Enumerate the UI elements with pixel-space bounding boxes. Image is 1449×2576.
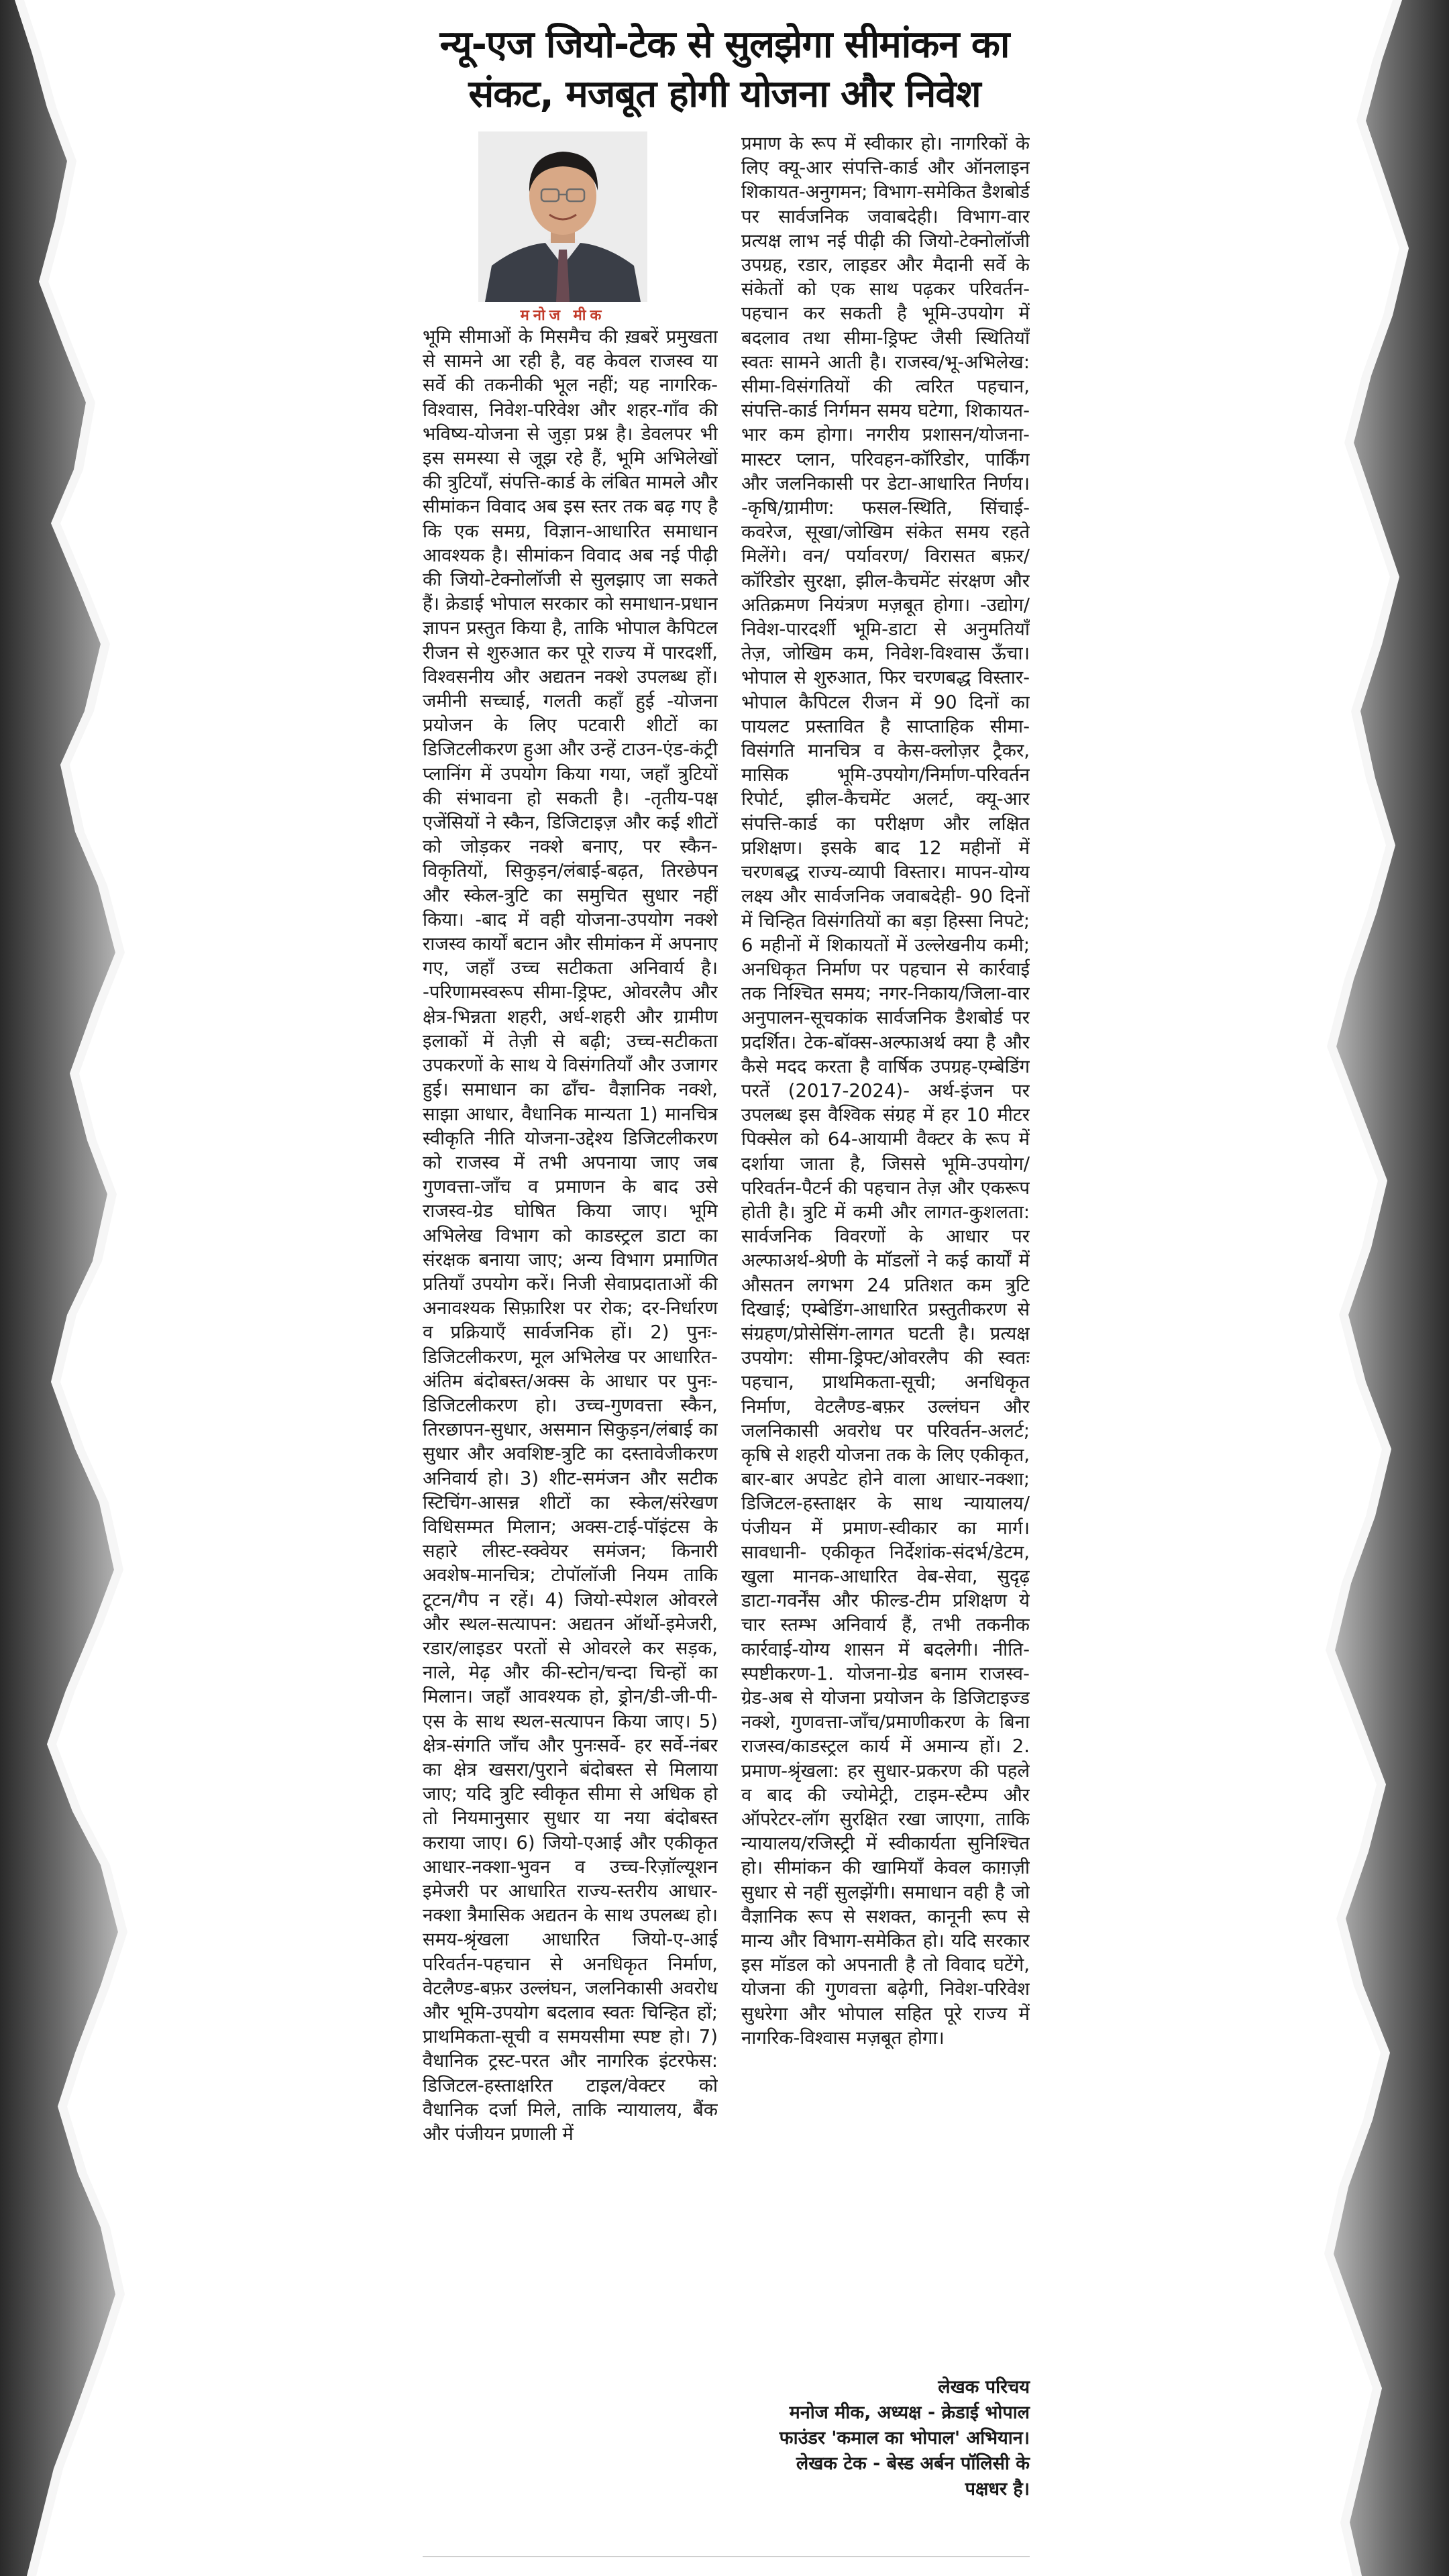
article-column-left: [423, 325, 718, 2538]
author-photo: [478, 131, 647, 302]
author-name-tag: मनोज मीक: [520, 307, 606, 324]
author-bio-line-4: पक्षधर है।: [965, 2479, 1030, 2500]
bottom-divider: [423, 2556, 1030, 2557]
author-bio: [741, 2375, 1030, 2502]
article-column-right: [741, 131, 1030, 2278]
headline-line-1: न्यू-एज जियो-टेक से सुलझेगा सीमांकन का: [439, 23, 1010, 66]
author-bio-line-3: लेखक टेक - बेस्ड अर्बन पॉलिसी के: [796, 2453, 1030, 2474]
author-bio-line-2: फाउंडर 'कमाल का भोपाल' अभियान।: [779, 2428, 1030, 2449]
headline-line-2: संकट, मजबूत होगी योजना और निवेश: [468, 72, 981, 116]
torn-edge-right: [1301, 0, 1449, 2576]
article-text-right: प्रमाण के रूप में स्वीकार हो। नागरिकों के लिए क्यू-आर संपत्ति-कार्ड और ऑनलाइन शिकायत-अनुगमन; विभाग-समेकित डैशबोर्ड पर सार्वजनिक जवाबदेही। विभाग-वार प्रत्यक्ष लाभ नई पीढ़ी की जियो-टेक्नोलॉजी उपग्रह, रडार, लाइडर और मैदानी सर्वे के संकेतों को एक साथ पढ़कर परिवर्तन-पहचान कर सकती है भूमि-उपयोग में बदलाव तथा सीमा-ड्रिफ्ट जैसी स्थितियाँ स्वतः सामने आती है। राजस्व/भू-अभिलेख: सीमा-विसंगतियों की त्वरित पहचान, संपत्ति-कार्ड निर्गमन समय घटेगा, शिकायत-भार कम होगा। नगरीय प्रशासन/योजना-मास्टर प्लान, परिवहन-कॉरिडोर, पार्किंग और जलनिकासी पर डेटा-आधारित निर्णय। -कृषि/ग्रामीण: फसल-स्थिति, सिंचाई-कवरेज, सूखा/जोखिम संकेत समय रहते मिलेंगे। वन/ पर्यावरण/ विरासत बफ़र/कॉरिडोर सुरक्षा, झील-कैचमेंट संरक्षण और अतिक्रमण नियंत्रण मज़बूत होगा। -उद्योग/निवेश-पारदर्शी भूमि-डाटा से अनुमतियाँ तेज़, जोखिम कम, निवेश-विश्वास ऊँचा। भोपाल से शुरुआत, फिर चरणबद्ध विस्तार- भोपाल कैपिटल रीजन में 90 दिनों का पायलट प्रस्तावित है साप्ताहिक सीमा-विसंगति मानचित्र व केस-क्लोज़र ट्रैकर, मासिक भूमि-उपयोग/निर्माण-परिवर्तन रिपोर्ट, झील-कैचमेंट अलर्ट, क्यू-आर संपत्ति-कार्ड का परीक्षण और लक्षित प्रशिक्षण। इसके बाद 12 महीनों में चरणबद्ध राज्य-व्यापी विस्तार। मापन-योग्य लक्ष्य और सार्वजनिक जवाबदेही- 90 दिनों में चिन्हित विसंगतियों का बड़ा हिस्सा निपटे; 6 महीनों में शिकायतों में उल्लेखनीय कमी; अनधिकृत निर्माण पर पहचान से कार्रवाई तक निश्चित समय; नगर-निकाय/जिला-वार अनुपालन-सूचकांक सार्वजनिक डैशबोर्ड पर प्रदर्शित। टेक-बॉक्स-अल्फाअर्थ क्या है और कैसे मदद करता है वार्षिक उपग्रह-एम्बेडिंग परतें (2017-2024)- अर्थ-इंजन पर उपलब्ध इस वैश्विक संग्रह में हर 10 मीटर पिक्सेल को 64-आयामी वैक्टर के रूप में दर्शाया जाता है, जिससे भूमि-उपयोग/परिवर्तन-पैटर्न की पहचान तेज़ और एकरूप होती है। त्रुटि में कमी और लागत-कुशलता: सार्वजनिक विवरणों के आधार पर अल्फाअर्थ-श्रेणी के मॉडलों ने कई कार्यों में औसतन लगभग 24 प्रतिशत कम त्रुटि दिखाई; एम्बेडिंग-आधारित प्रस्तुतीकरण से संग्रहण/प्रोसेसिंग-लागत घटती है। प्रत्यक्ष उपयोग: सीमा-ड्रिफ्ट/ओवरलैप की स्वतः पहचान, प्राथमिकता-सूची; अनधिकृत निर्माण, वेटलैण्ड-बफ़र उल्लंघन और जलनिकासी अवरोध पर परिवर्तन-अलर्ट; कृषि से शहरी योजना तक के लिए एकीकृत, बार-बार अपडेट होने वाला आधार-नक्शा; डिजिटल-हस्ताक्षर के साथ न्यायालय/पंजीयन में प्रमाण-स्वीकार का मार्ग। सावधानी- एकीकृत निर्देशांक-संदर्भ/डेटम, खुला मानक-आधारित वेब-सेवा, सुदृढ़ डाटा-गवर्नेंस और फील्ड-टीम प्रशिक्षण ये चार स्तम्भ अनिवार्य हैं, तभी तकनीक कार्रवाई-योग्य शासन में बदलेगी। नीति-स्पष्टीकरण-1. योजना-ग्रेड बनाम राजस्व-ग्रेड-अब से योजना प्रयोजन के डिजिटाइज्ड नक्शे, गुणवत्ता-जाँच/प्रमाणीकरण के बिना राजस्व/काडस्ट्रल कार्य में अमान्य हों। 2. प्रमाण-श्रृंखला: हर सुधार-प्रकरण की पहले व बाद की ज्योमेट्री, टाइम-स्टैम्प और ऑपरेटर-लॉग सुरक्षित रखा जाएगा, ताकि न्यायालय/रजिस्ट्री में स्वीकार्यता सुनिश्चित हो। सीमांकन की खामियाँ केवल काग़ज़ी सुधार से नहीं सुलझेंगी। समाधान वही है जो वैज्ञानिक रूप से सशक्त, कानूनी रूप से मान्य और विभाग-समेकित हो। यदि सरकार इस मॉडल को अपनाती है तो विवाद घटेंगे, योजना की गुणवत्ता बढ़ेगी, निवेश-परिवेश सुधरेगा और भोपाल सहित पूरे राज्य में नागरिक-विश्वास मज़बूत होगा।: [741, 133, 1030, 2049]
headline: [349, 20, 1100, 119]
article-text-left: भूमि सीमाओं के मिसमैच की ख़बरें प्रमुखता से सामने आ रही है, वह केवल राजस्व या सर्वे की तकनीकी भूल नहीं; यह नागरिक-विश्वास, निवेश-परिवेश और शहर-गाँव की भविष्य-योजना से जुड़ा प्रश्न है। डेवलपर भी इस समस्या से जूझ रहे हैं, भूमि अभिलेखों की त्रुटियाँ, संपत्ति-कार्ड के लंबित मामले और सीमांकन विवाद अब इस स्तर तक बढ़ गए है कि एक समग्र, विज्ञान-आधारित समाधान आवश्यक है। सीमांकन विवाद अब नई पीढ़ी की जियो-टेक्नोलॉजी से सुलझाए जा सकते हैं। क्रेडाई भोपाल सरकार को समाधान-प्रधान ज्ञापन प्रस्तुत किया है, ताकि भोपाल कैपिटल रीजन से शुरुआत कर पूरे राज्य में पारदर्शी, विश्वसनीय और अद्यतन नक्शे उपलब्ध हों। जमीनी सच्चाई, गलती कहाँ हुई -योजना प्रयोजन के लिए पटवारी शीटों का डिजिटलीकरण हुआ और उन्हें टाउन-एंड-कंट्री प्लानिंग में उपयोग किया गया, जहाँ त्रुटियों की संभावना हो सकती है। -तृतीय-पक्ष एजेंसियों ने स्कैन, डिजिटाइज़ और कई शीटों को जोड़कर नक्शे बनाए, पर स्कैन-विकृतियों, सिकुड़न/लंबाई-बढ़त, तिरछेपन और स्केल-त्रुटि का समुचित सुधार नहीं किया। -बाद में वही योजना-उपयोग नक्शे राजस्व कार्यों बटान और सीमांकन में अपनाए गए, जहाँ उच्च सटीकता अनिवार्य है। -परिणामस्वरूप सीमा-ड्रिफ्ट, ओवरलैप और क्षेत्र-भिन्नता शहरी, अर्ध-शहरी और ग्रामीण इलाकों में तेज़ी से बढ़ी; उच्च-सटीकता उपकरणों के साथ ये विसंगतियाँ और उजागर हुई। समाधान का ढाँच- वैज्ञानिक नक्शे, साझा आधार, वैधानिक मान्यता 1) मानचित्र स्वीकृति नीति योजना-उद्देश्य डिजिटलीकरण को राजस्व में तभी अपनाया जाए जब गुणवत्ता-जाँच व प्रमाणन के बाद उसे राजस्व-ग्रेड घोषित किया जाए। भूमि अभिलेख विभाग को काडस्ट्रल डाटा का संरक्षक बनाया जाए; अन्य विभाग प्रमाणित प्रतियाँ उपयोग करें। निजी सेवाप्रदाताओं की अनावश्यक सिफ़ारिश पर रोक; दर-निर्धारण व प्रक्रियाएँ सार्वजनिक हों। 2) पुनः-डिजिटलीकरण, मूल अभिलेख पर आधारित- अंतिम बंदोबस्त/अक्स के आधार पर पुनः-डिजिटलीकरण हो। उच्च-गुणवत्ता स्कैन, तिरछापन-सुधार, असमान सिकुड़न/लंबाई का सुधार और अवशिष्ट-त्रुटि का दस्तावेजीकरण अनिवार्य हो। 3) शीट-समंजन और सटीक स्टिचिंग-आसन्न शीटों का स्केल/संरेखण विधिसम्मत मिलान; अक्स-टाई-पॉइंटस के सहारे लीस्ट-स्क्वेयर समंजन; किनारी अवशेष-मानचित्र; टोपॉलॉजी नियम ताकि टूटन/गैप न रहें। 4) जियो-स्पेशल ओवरले और स्थल-सत्यापन: अद्यतन ऑर्थो-इमेजरी, रडार/लाइडर परतों से ओवरले कर सड़क, नाले, मेढ़ और की-स्टोन/चन्दा चिन्हों का मिलान। जहाँ आवश्यक हो, ड्रोन/डी-जी-पी-एस के साथ स्थल-सत्यापन किया जाए। 5) क्षेत्र-संगति जाँच और पुनःसर्वे- हर सर्वे-नंबर का क्षेत्र खसरा/पुराने बंदोबस्त से मिलाया जाए; यदि त्रुटि स्वीकृत सीमा से अधिक हो तो नियमानुसार सुधार या नया बंदोबस्त कराया जाए। 6) जियो-एआई और एकीकृत आधार-नक्शा-भुवन व उच्च-रिज़ॉल्यूशन इमेजरी पर आधारित राज्य-स्तरीय आधार-नक्शा त्रैमासिक अद्यतन के साथ उपलब्ध हो। समय-श्रृंखला आधारित जियो-ए-आई परिवर्तन-पहचान से अनधिकृत निर्माण, वेटलैण्ड-बफ़र उल्लंघन, जलनिकासी अवरोध और भूमि-उपयोग बदलाव स्वतः चिन्हित हों; प्राथमिकता-सूची व समयसीमा स्पष्ट हो। 7) वैधानिक ट्रस्ट-परत और नागरिक इंटरफेस: डिजिटल-हस्ताक्षरित टाइल/वेक्टर को वैधानिक दर्जा मिले, ताकि न्यायालय, बैंक और पंजीयन प्रणाली में: [423, 326, 718, 2145]
torn-edge-left: [0, 0, 134, 2576]
author-portrait: [478, 131, 647, 302]
author-bio-line-1: मनोज मीक, अध्यक्ष - क्रेडाई भोपाल: [789, 2402, 1030, 2423]
author-bio-heading: लेखक परिचय: [938, 2377, 1030, 2398]
